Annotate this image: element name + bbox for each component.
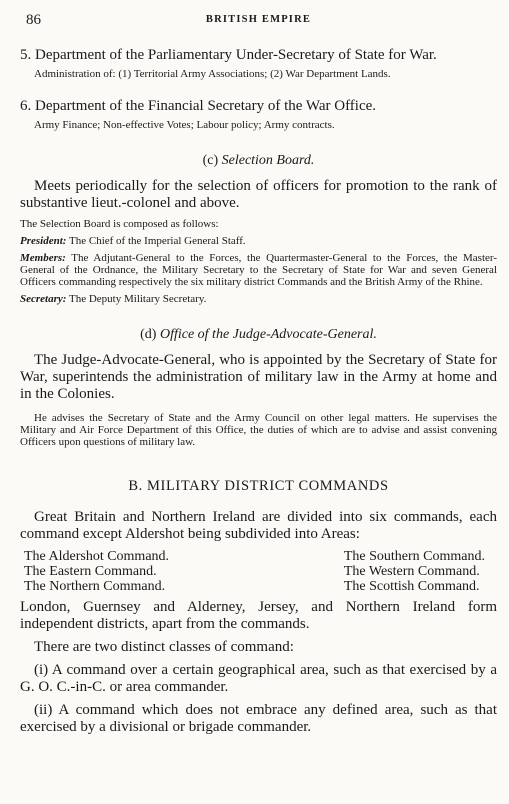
- judge-advocate-heading: [20, 327, 497, 343]
- secretary-label: Secretary:: [20, 293, 67, 305]
- commands-left-column: [24, 549, 169, 594]
- judge-advocate-intro: The Judge-Advocate-General, who is appointed by the Secretary of State for War, superintends the administration of military law in the Army at home and in the Colonies.: [20, 352, 497, 402]
- selection-board-heading: [20, 153, 497, 169]
- page-number: 86: [26, 12, 41, 28]
- two-classes: There are two distinct classes of command:: [34, 639, 294, 655]
- president-label: President:: [20, 235, 67, 247]
- class-one: (i) A command over a certain geographical area, such as that exercised by a G. O. C.-in-C. or area commander.: [20, 662, 497, 695]
- running-head: BRITISH EMPIRE: [205, 14, 312, 25]
- president-line: [20, 235, 497, 247]
- members-line: [20, 252, 497, 288]
- section-b-heading: B. MILITARY DISTRICT COMMANDS: [128, 478, 389, 494]
- command-item: The Scottish Command.: [343, 579, 480, 594]
- independent-districts: London, Guernsey and Alderney, Jersey, and Northern Ireland form independent districts, apart from the commands.: [20, 599, 497, 632]
- selection-board-title: Selection Board.: [221, 153, 315, 168]
- judge-advocate-title: Office of the Judge-Advocate-General.: [159, 327, 377, 342]
- president-text: The Chief of the Imperial General Staff.: [69, 235, 246, 247]
- section-b-intro: Great Britain and Northern Ireland are divided into six commands, each command except Aldershot being subdivided into Areas:: [20, 509, 497, 542]
- command-item: The Southern Command.: [343, 549, 485, 564]
- command-item: The Eastern Command.: [24, 564, 157, 579]
- command-item: The Aldershot Command.: [24, 549, 170, 564]
- secretary-text: The Deputy Military Secretary.: [69, 293, 207, 305]
- class-two: (ii) A command which does not embrace any defined area, such as that exercised by a divisional or brigade commander.: [20, 702, 497, 735]
- judge-advocate-detail: He advises the Secretary of State and the Army Council on other legal matters. He supervises the Military and Air Force Department of this Office, the duties of which are to advise and assist convening Officers upon questions of military law.: [20, 412, 497, 448]
- commands-right-column: [344, 549, 485, 594]
- selection-board-intro: Meets periodically for the selection of officers for promotion to the rank of substantive lieut.-colonel and above.: [20, 178, 497, 211]
- commands-list: [20, 549, 497, 594]
- secretary-line: [20, 293, 497, 305]
- page-header: [20, 0, 497, 34]
- dept6-detail: Army Finance; Non-effective Votes; Labour policy; Army contracts.: [34, 119, 335, 131]
- judge-advocate-letter: (d): [140, 327, 157, 342]
- members-text: The Adjutant-General to the Forces, the Quartermaster-General to the Forces, the Master-General of the Ordnance, the Military Secretary to the Secretary of State for War and seven General Officers commanding respectively the six military district Commands and the British Army of the Rhine.: [20, 252, 497, 288]
- dept5-detail: Administration of: (1) Territorial Army Associations; (2) War Department Lands.: [34, 68, 391, 80]
- dept6-heading: 6. Department of the Financial Secretary of the War Office.: [20, 98, 377, 114]
- dept5-heading: 5. Department of the Parliamentary Under-Secretary of State for War.: [20, 47, 437, 63]
- command-item: The Western Command.: [343, 564, 480, 579]
- command-item: The Northern Command.: [24, 579, 166, 594]
- selection-board-composed: The Selection Board is composed as follows:: [20, 218, 219, 230]
- members-label: Members:: [20, 252, 66, 264]
- selection-board-letter: (c): [202, 153, 219, 168]
